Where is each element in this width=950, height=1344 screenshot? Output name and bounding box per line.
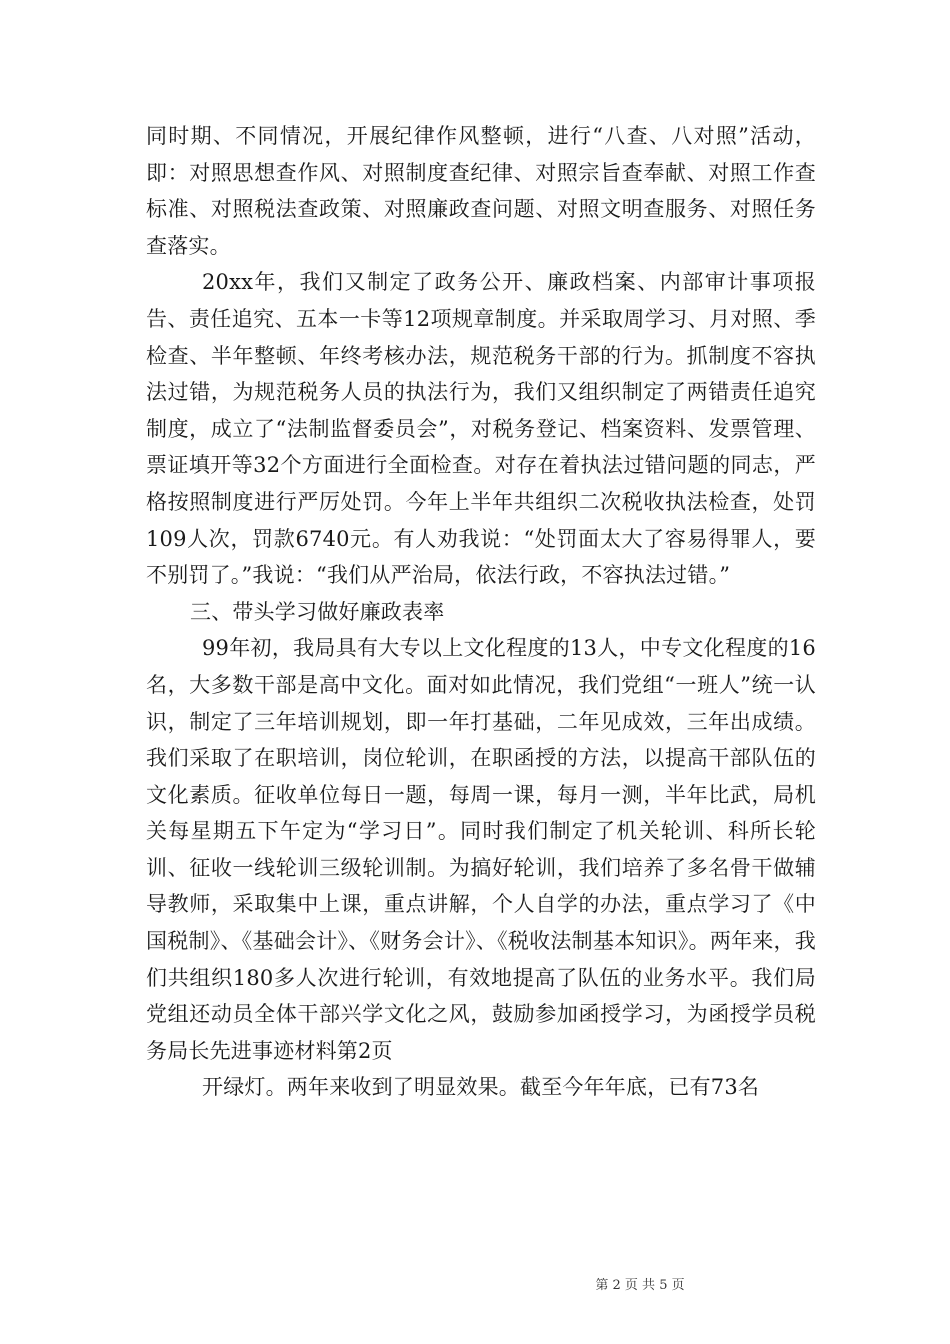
paragraph-discipline-rectification: 同时期、不同情况，开展纪律作风整顿，进行“八查、八对照”活动，即：对照思想查作风、对照制度查纪律、对照宗旨查奉献、对照工作查标准、对照税法查政策、对照廉政查问题、对照文明查服务、对照任务查落实。 bbox=[146, 124, 816, 258]
paragraph-regulations: 20xx年，我们又制定了政务公开、廉政档案、内部审计事项报告、责任追究、五本一卡等12项规章制度。并采取周学习、月对照、季检查、半年整顿、年终考核办法，规范税务干部的行为。抓制度不容执法过错，为规范税务人员的执法行为，我们又组织制定了两错责任追究制度，成立了“法制监督委员会”，对税务登记、档案资料、发票管理、票证填开等32个方面进行全面检查。对存在着执法过错问题的同志，严格按照制度进行严厉处罚。今年上半年共组织二次税收执法检查，处罚109人次，罚款6740元。有人劝我说：“处罚面太大了容易得罪人，要不别罚了。”我说：“我们从严治局，依法行政，不容执法过错。” bbox=[146, 270, 816, 588]
section-heading-study: 三、带头学习做好廉政表率 bbox=[190, 599, 445, 624]
paragraph-training: 99年初，我局具有大专以上文化程度的13人，中专文化程度的16名，大多数干部是高中文化。面对如此情况，我们党组“一班人”统一认识，制定了三年培训规划，即一年打基础，二年见成效，三年出成绩。我们采取了在职培训，岗位轮训，在职函授的方法，以提高干部队伍的文化素质。征收单位每日一题，每周一课，每月一测，半年比武，局机关每星期五下午定为“学习日”。同时我们制定了机关轮训、科所长轮训、征收一线轮训三级轮训制。为搞好轮训，我们培养了多名骨干做辅导教师，采取集中上课，重点讲解，个人自学的办法，重点学习了《中国税制》、《基础会计》、《财务会计》、《税收法制基本知识》。两年来，我们共组织180多人次进行轮训，有效地提高了队伍的业务水平。我们局党组还动员全体干部兴学文化之风，鼓励参加函授学习，为函授学员税务局长先进事迹材料第2页 bbox=[146, 636, 816, 1063]
paragraph-green-light: 开绿灯。两年来收到了明显效果。截至今年年底，已有73名 bbox=[202, 1075, 760, 1100]
body-text bbox=[146, 118, 816, 1106]
page-number-footer: 第 2 页 共 5 页 bbox=[595, 1278, 685, 1293]
